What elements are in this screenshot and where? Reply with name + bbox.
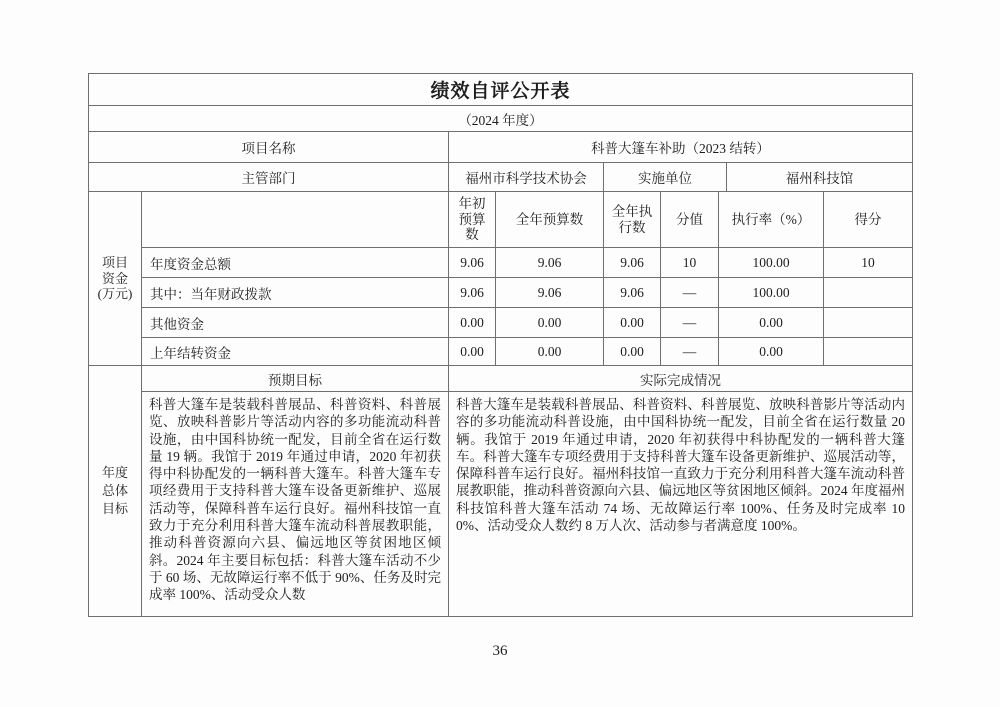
funding-cell: 0.00: [496, 338, 604, 366]
funding-row-label: 上年结转资金: [142, 338, 449, 366]
funding-col-score-weight: 分值: [661, 192, 719, 248]
funding-cell: 9.06: [449, 278, 496, 308]
funding-col-initial-budget: 年初预算数: [449, 192, 496, 248]
impl-unit-label: 实施单位: [604, 163, 727, 192]
funding-cell: —: [661, 308, 719, 338]
funding-cell: 0.00: [719, 338, 824, 366]
expected-goal-text: 科普大篷车是装载科普展品、科普资料、科普展览、放映科普影片等活动内容的多功能流动科普设施，由中国科协统一配发，目前全省在运行数量 19 辆。我馆于 2019 年通过申请，2020 年初获得中科协配发的一辆科普大篷车。科普大篷车专项经费用于支持科普大篷车设备更新维护、巡展活动等，保障科普车运行良好。福州科技馆一直致力于充分利用科普大篷车流动科普展教职能，推动科普资源向六县、偏远地区等贫困地区倾斜。2024 年主要目标包括：科普大篷车活动不少于 60 场、无故障运行率不低于 90%、任务及时完成率 100%、活动受众人数: [142, 392, 449, 617]
funding-cell: —: [661, 338, 719, 366]
funding-cell: —: [661, 278, 719, 308]
funding-cell: 9.06: [496, 278, 604, 308]
funding-cell: 0.00: [496, 308, 604, 338]
project-name-label: 项目名称: [89, 132, 449, 163]
funding-cell: [824, 338, 913, 366]
funding-row-label: 其中：当年财政拨款: [142, 278, 449, 308]
funding-cell: 100.00: [719, 278, 824, 308]
funding-cell: 0.00: [449, 308, 496, 338]
year-line: （2024 年度）: [89, 106, 913, 132]
actual-completion-header: 实际完成情况: [449, 366, 913, 392]
evaluation-sheet: [88, 73, 912, 617]
funding-cell: 10: [661, 248, 719, 278]
project-name-value: 科普大篷车补助（2023 结转）: [449, 132, 913, 163]
funding-cell: 10: [824, 248, 913, 278]
funding-cell: [824, 308, 913, 338]
funding-table: [88, 191, 913, 366]
funding-cell: 0.00: [449, 338, 496, 366]
dept-value: 福州市科学技术协会: [449, 163, 604, 192]
funding-cell: 9.06: [604, 248, 661, 278]
funding-col-exec-rate: 执行率（%）: [719, 192, 824, 248]
table-row: [89, 248, 913, 278]
funding-col-score: 得分: [824, 192, 913, 248]
goals-side-label: 年度总体目标: [89, 366, 142, 617]
funding-cell: 0.00: [604, 338, 661, 366]
table-row: [89, 308, 913, 338]
table-row: [89, 338, 913, 366]
dept-label: 主管部门: [89, 163, 449, 192]
funding-cell: 9.06: [496, 248, 604, 278]
funding-cell: [824, 278, 913, 308]
expected-goal-header: 预期目标: [142, 366, 449, 392]
funding-col-annual-budget: 全年预算数: [496, 192, 604, 248]
goals-table: [88, 365, 913, 617]
funding-row-label: 其他资金: [142, 308, 449, 338]
funding-side-label: 项目资金(万元): [89, 192, 142, 366]
funding-cell: 0.00: [719, 308, 824, 338]
funding-cell: 0.00: [604, 308, 661, 338]
funding-row-label: 年度资金总额: [142, 248, 449, 278]
header-table: [88, 73, 913, 192]
funding-blank-cell: [142, 192, 449, 248]
funding-cell: 9.06: [449, 248, 496, 278]
funding-col-annual-exec: 全年执行数: [604, 192, 661, 248]
impl-unit-value: 福州科技馆: [727, 163, 913, 192]
funding-cell: 100.00: [719, 248, 824, 278]
page-number: 36: [492, 643, 508, 659]
table-row: [89, 278, 913, 308]
actual-completion-text: 科普大篷车是装载科普展品、科普资料、科普展览、放映科普影片等活动内容的多功能流动科普设施，由中国科协统一配发，目前全省在运行数量 20 辆。我馆于 2019 年通过申请，2020 年初获得中科协配发的一辆科普大篷车。科普大篷车专项经费用于支持科普大篷车设备更新维护、巡展活动等，保障科普车运行良好。福州科技馆一直致力于充分利用科普大篷车流动科普展教职能，推动科普资源向六县、偏远地区等贫困地区倾斜。2024 年度福州科技馆科普大篷车活动 74 场、无故障运行率 100%、任务及时完成率 100%、活动受众人数约 8 万人次、活动参与者满意度 100%。: [449, 392, 913, 617]
page-title: 绩效自评公开表: [89, 74, 913, 106]
funding-cell: 9.06: [604, 278, 661, 308]
